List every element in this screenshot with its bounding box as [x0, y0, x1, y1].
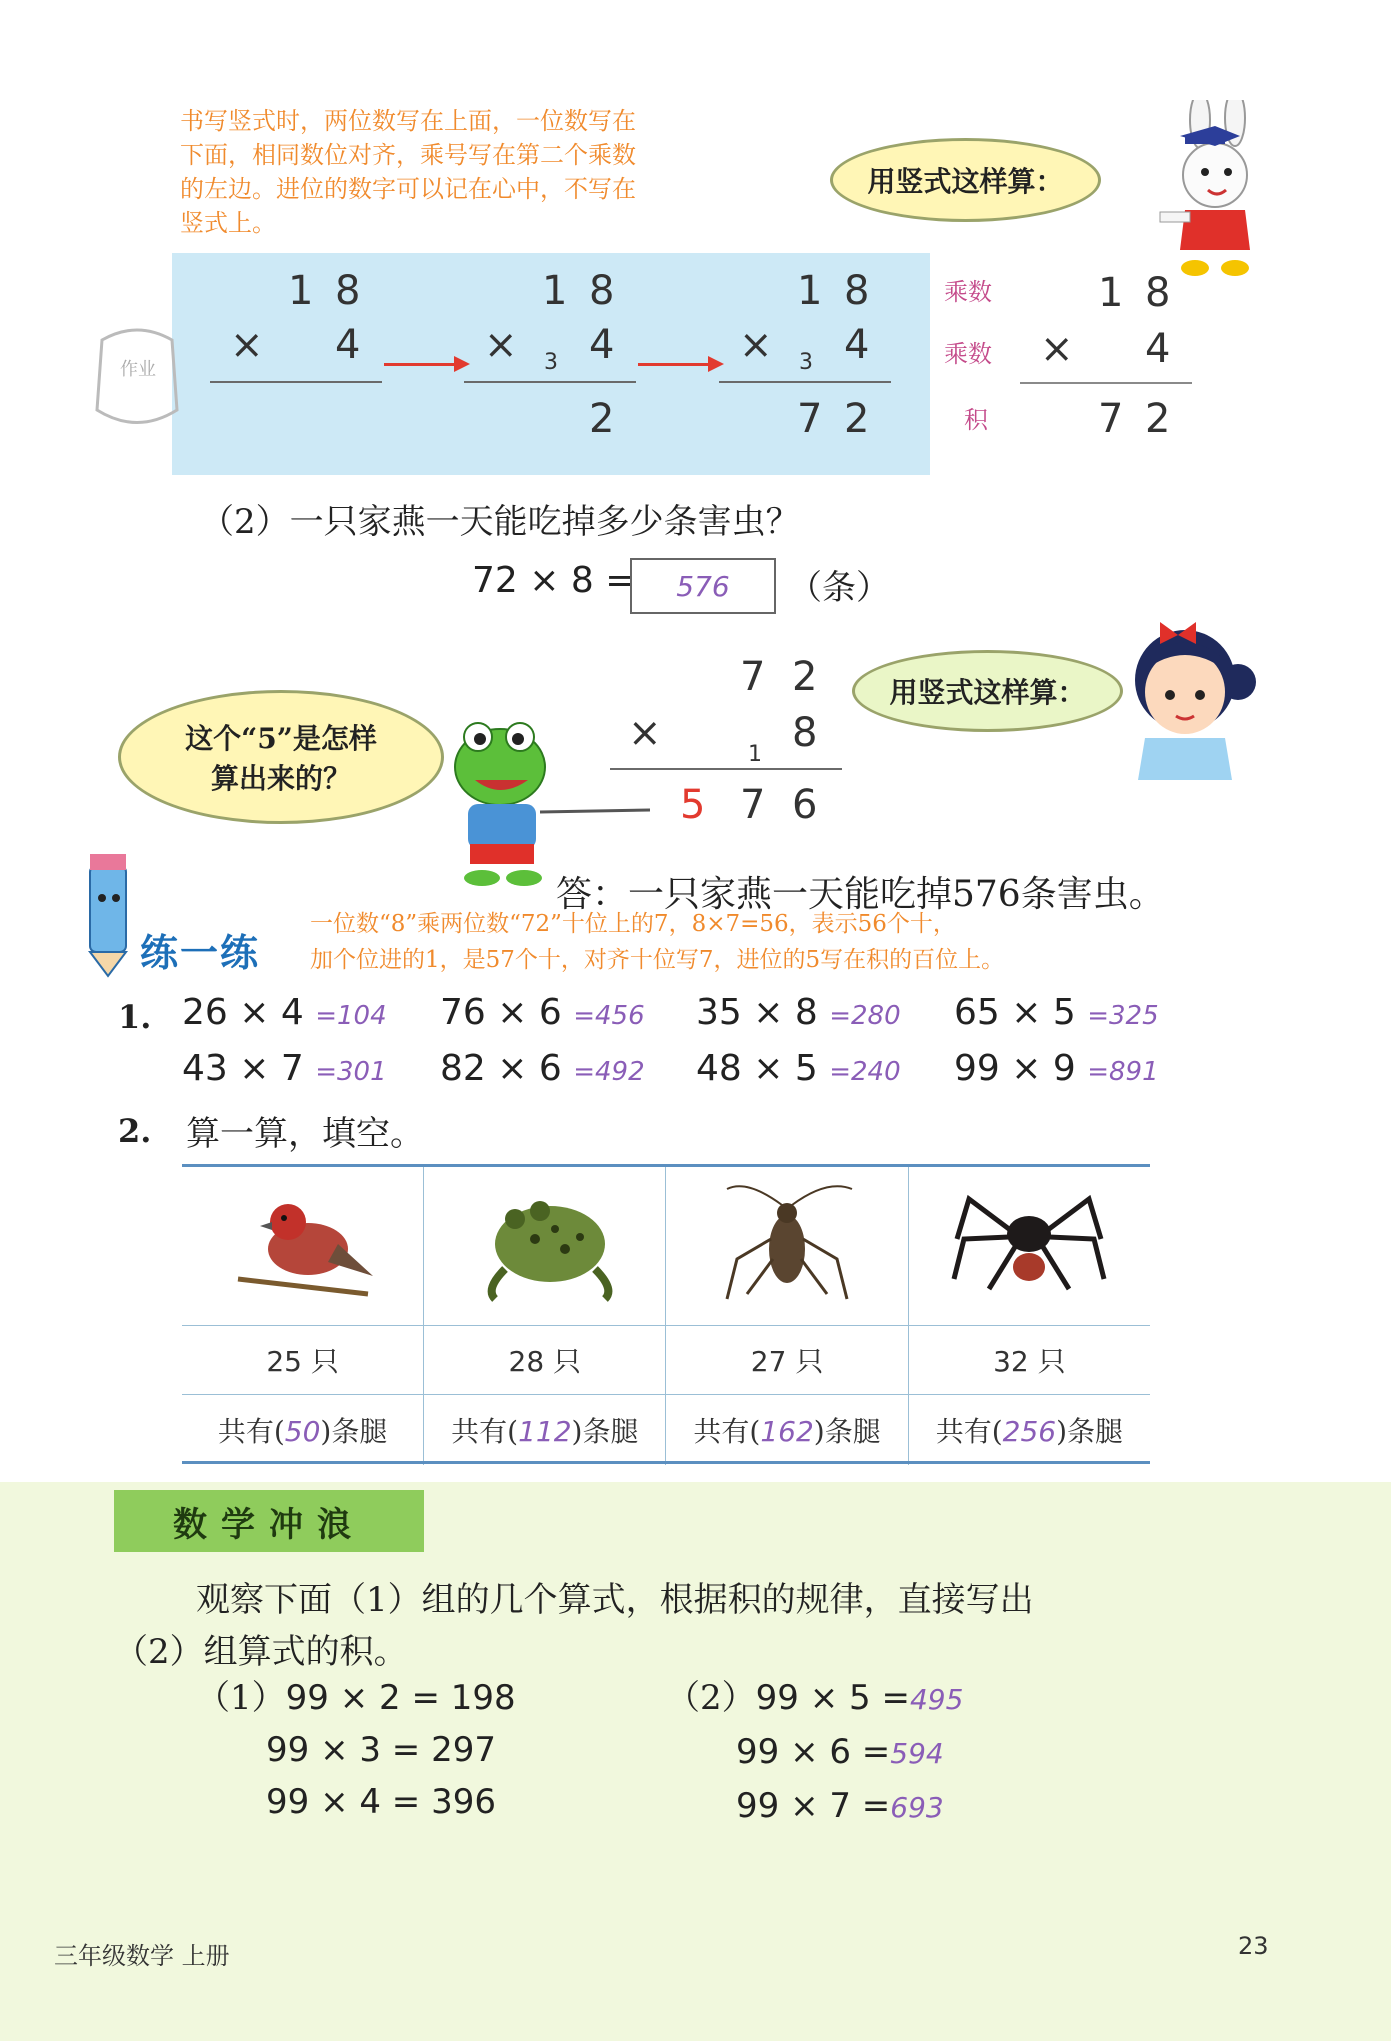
step2-times: × [484, 322, 518, 368]
girl-speech-bubble [852, 650, 1123, 732]
step3-top-tens: 1 [797, 268, 823, 314]
math-wave-intro-line1: 观察下面（1）组的几个算式，根据积的规律，直接写出 [196, 1580, 1034, 1620]
animal-legs-cell [182, 1395, 424, 1466]
answer-line: 答：一只家燕一天能吃掉576条害虫。 [556, 874, 1165, 915]
top-note-line: 书写竖式时，两位数写在上面，一位数写在 [180, 107, 636, 135]
top-note-line: 竖式上。 [180, 209, 276, 237]
legs-prefix: 共有( [693, 1415, 761, 1448]
calc2-result-tens: 7 [740, 782, 766, 828]
exercise-item [440, 992, 690, 1033]
pencil-mascot-icon [78, 848, 138, 978]
step1-times: × [230, 322, 264, 368]
legs-suffix: )条腿 [320, 1415, 388, 1448]
footer-page-number: 23 [1238, 1932, 1269, 1960]
exercise-item [440, 1048, 690, 1089]
group2-answer: 594 [890, 1737, 944, 1770]
top-note-line: 的左边。进位的数字可以记在心中，不写在 [180, 175, 636, 203]
practice-note-line: 加个位进的1，是57个十，对齐十位写7，进位的5写在积的百位上。 [310, 947, 1005, 973]
calc2-times: × [628, 710, 662, 756]
math-wave-group1 [196, 1672, 516, 1828]
exercise-item [696, 1048, 946, 1089]
exercise-expr: 26 × 4 [182, 992, 304, 1033]
labeled-result-tens: 7 [1098, 396, 1124, 442]
legs-answer: 256 [1002, 1415, 1057, 1448]
svg-text:作业: 作业 [120, 359, 156, 380]
girl-icon [1120, 610, 1260, 780]
group1-row [196, 1724, 516, 1776]
stamp-watermark-icon [82, 320, 192, 440]
exercise-answer: =280 [829, 1001, 901, 1031]
step1-bottom: 4 [335, 322, 361, 368]
calc2-top-ones: 2 [792, 654, 818, 700]
exercise-item [182, 1048, 432, 1089]
frog-icon [465, 1179, 625, 1309]
step2-line [464, 381, 636, 383]
legs-answer: 112 [518, 1415, 572, 1448]
frog-teacher-icon [450, 712, 660, 892]
exercise-answer: =891 [1087, 1057, 1159, 1087]
labeled-top-ones: 8 [1145, 270, 1171, 316]
exercise-expr: 99 × 9 [954, 1048, 1076, 1089]
bird-icon [228, 1184, 378, 1304]
calc2-bottom: 8 [792, 710, 818, 756]
exercise-answer: =104 [315, 1001, 387, 1031]
legs-suffix: )条腿 [571, 1415, 639, 1448]
legs-prefix: 共有( [217, 1415, 285, 1448]
group2-answer: 693 [890, 1791, 944, 1824]
animal-legs-cell [666, 1395, 908, 1466]
group2-row [666, 1780, 963, 1834]
labeled-bottom: 4 [1145, 326, 1171, 372]
step2-top-ones: 8 [589, 268, 615, 314]
animal-count: 32 只 [908, 1326, 1150, 1395]
step3-times: × [739, 322, 773, 368]
footer-book-title: 三年级数学 上册 [54, 1942, 230, 1970]
group2-row [666, 1672, 963, 1726]
step1-line [210, 381, 382, 383]
group1-equation: 99 × 4 = 396 [266, 1782, 496, 1822]
calc2-result-ones: 6 [792, 782, 818, 828]
animal-legs-cell [908, 1395, 1150, 1466]
frog-speech-line: 这个“5”是怎样 [185, 722, 377, 755]
legs-suffix: )条腿 [1056, 1415, 1124, 1448]
animal-legs-cell [424, 1395, 666, 1466]
exercise-item [696, 992, 946, 1033]
group2-label: （2） [666, 1678, 756, 1718]
labeled-times: × [1040, 326, 1074, 372]
animal-count: 27 只 [666, 1326, 908, 1395]
animal-image-cell [182, 1167, 424, 1326]
step2-top-tens: 1 [542, 268, 568, 314]
step3-line [719, 381, 891, 383]
animal-table-bottom-border [182, 1461, 1150, 1464]
step3-carry: 3 [799, 350, 813, 375]
labeled-result-ones: 2 [1145, 396, 1171, 442]
top-note [180, 104, 820, 240]
animal-count: 28 只 [424, 1326, 666, 1395]
question2-answer: 576 [676, 569, 730, 603]
step2-bottom: 4 [589, 322, 615, 368]
exercise2-title: 算一算，填空。 [186, 1114, 424, 1154]
group2-row [666, 1726, 963, 1780]
rabbit-teacher-icon [1140, 100, 1280, 280]
practice-note [310, 906, 1004, 978]
math-wave-title: 数学冲浪 [114, 1490, 424, 1552]
calc2-top-tens: 7 [740, 654, 766, 700]
question2-text: （2）一只家燕一天能吃掉多少条害虫？ [200, 502, 800, 542]
math-wave-intro-line2: （2）组算式的积。 [114, 1632, 408, 1672]
label-multiplier-2: 乘数 [944, 340, 992, 368]
question2-unit: （条） [788, 568, 890, 608]
girl-speech-text: 用竖式这样算： [889, 676, 1086, 709]
legs-prefix: 共有( [935, 1415, 1003, 1448]
calc2-result-hundreds: 5 [680, 782, 706, 828]
step3-result-ones: 2 [844, 396, 870, 442]
group1-equation: 99 × 2 = 198 [285, 1678, 516, 1718]
step1-top-ones: 8 [335, 268, 361, 314]
exercise-expr: 35 × 8 [696, 992, 818, 1033]
legs-suffix: )条腿 [813, 1415, 881, 1448]
exercise-item [954, 1048, 1204, 1089]
legs-answer: 50 [284, 1415, 321, 1448]
practice-note-line: 一位数“8”乘两位数“72”十位上的7，8×7=56，表示56个十， [310, 911, 956, 937]
group2-answer: 495 [909, 1683, 964, 1716]
exercise-answer: =492 [573, 1057, 645, 1087]
exercise-item [954, 992, 1204, 1033]
animal-legs-table [182, 1167, 1150, 1465]
step3-top-ones: 8 [844, 268, 870, 314]
exercise-expr: 65 × 5 [954, 992, 1076, 1033]
exercise-expr: 48 × 5 [696, 1048, 818, 1089]
label-product: 积 [964, 406, 988, 434]
rabbit-speech-bubble [830, 138, 1101, 222]
group2-expr: 99 × 7 = [736, 1786, 891, 1826]
exercise-expr: 76 × 6 [440, 992, 562, 1033]
step2-carry: 3 [544, 350, 558, 375]
group1-label: （1） [196, 1678, 286, 1718]
exercise-answer: =325 [1087, 1001, 1159, 1031]
exercise-expr: 82 × 6 [440, 1048, 562, 1089]
group2-expr: 99 × 5 = [755, 1678, 910, 1718]
step3-bottom: 4 [844, 322, 870, 368]
group1-equation: 99 × 3 = 297 [266, 1730, 496, 1770]
exercise2-number: 2. [118, 1112, 152, 1150]
exercise-expr: 43 × 7 [182, 1048, 304, 1089]
arrow-icon [638, 363, 720, 366]
animal-image-cell [424, 1167, 666, 1326]
frog-speech-line: 算出来的？ [210, 762, 351, 795]
exercise1-number: 1. [118, 998, 152, 1036]
labeled-line [1020, 382, 1192, 384]
exercise-answer: =301 [315, 1057, 387, 1087]
top-note-line: 下面，相同数位对齐，乘号写在第二个乘数 [180, 141, 636, 169]
question2-answer-box[interactable] [630, 558, 776, 614]
question2-equation [472, 560, 635, 601]
legs-prefix: 共有( [451, 1415, 519, 1448]
rabbit-speech-text: 用竖式这样算： [867, 165, 1064, 198]
exercise-answer: =456 [573, 1001, 645, 1031]
exercise-item [182, 992, 432, 1033]
practice-title: 练一练 [140, 931, 261, 975]
group1-row [196, 1672, 516, 1724]
group1-row [196, 1776, 516, 1828]
step3-result-tens: 7 [797, 396, 823, 442]
animal-count: 25 只 [182, 1326, 424, 1395]
calc2-carry: 1 [748, 742, 762, 767]
group2-expr: 99 × 6 = [736, 1732, 891, 1772]
math-wave-group2 [666, 1672, 963, 1834]
spider-icon [949, 1179, 1109, 1309]
legs-answer: 162 [760, 1415, 814, 1448]
question2-expr: 72 × 8 = [472, 560, 636, 601]
cricket-icon [707, 1179, 867, 1309]
label-multiplier-1: 乘数 [944, 278, 992, 306]
arrow-icon [384, 363, 466, 366]
animal-image-cell [666, 1167, 908, 1326]
exercise-answer: =240 [829, 1057, 901, 1087]
animal-image-cell [908, 1167, 1150, 1326]
frog-speech-bubble [118, 690, 444, 824]
labeled-top-tens: 1 [1098, 270, 1124, 316]
step1-top-tens: 1 [288, 268, 314, 314]
step2-result: 2 [589, 396, 615, 442]
